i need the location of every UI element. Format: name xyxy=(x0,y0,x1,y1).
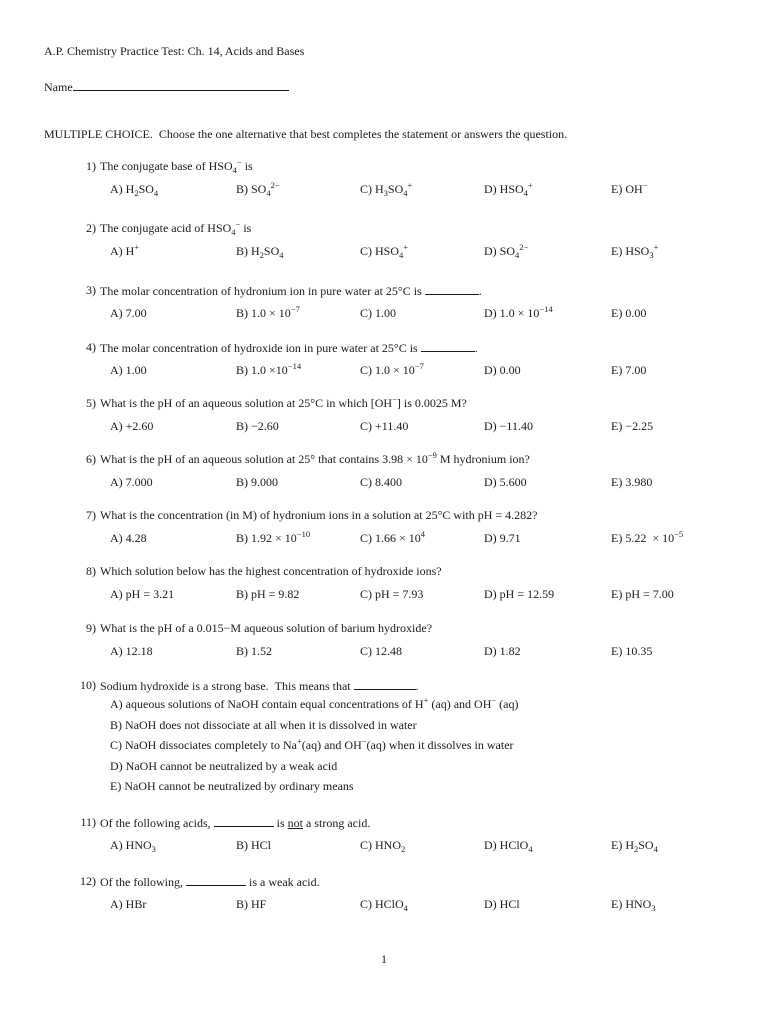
answer-choice-e[interactable]: E) NaOH cannot be neutralized by ordinary means xyxy=(110,779,354,793)
answer-choice-d[interactable]: D) $1.0 \times 10^{-14}$ xyxy=(484,304,553,320)
question-text: Which solution below has the highest concentration of hydroxide ions? xyxy=(100,564,442,578)
answer-choice-a[interactable]: A) +2.60 xyxy=(110,419,154,433)
instructions xyxy=(44,128,567,140)
answer-choice-e[interactable]: E) $HSO_3^+$ xyxy=(611,242,659,260)
answer-choice-d[interactable]: D) 1.82 xyxy=(484,644,521,658)
answer-choice-c[interactable]: C) 12.48 xyxy=(360,644,402,658)
name-line xyxy=(44,80,289,93)
answer-choice-d[interactable]: D) $SO_4^{2-}$ xyxy=(484,242,529,260)
question-number: 4) xyxy=(86,340,96,354)
question-number: 8) xyxy=(86,564,96,578)
question-number: 5) xyxy=(86,396,96,410)
instructions-text: Choose the one alternative that best completes the statement or answers the question. xyxy=(158,127,568,141)
answer-choice-a[interactable]: A) $HNO_3$ xyxy=(110,838,156,854)
answer-choice-c[interactable]: C) $HNO_2$ xyxy=(360,838,406,854)
answer-choice-c[interactable]: C) $H_3SO_4^+$ xyxy=(360,180,413,198)
question-number: 2) xyxy=(86,221,96,235)
answer-choice-e[interactable]: E) OH− xyxy=(611,180,648,196)
question-text: What is the pH of a 0.015−M aqueous solution of barium hydroxide? xyxy=(100,621,433,635)
question-number: 1) xyxy=(86,159,96,173)
answer-choice-b[interactable]: B) 1.52 xyxy=(236,644,272,658)
question-text: Of the following acids, is not a strong acid. xyxy=(100,816,371,830)
answer-choice-e[interactable]: E) 3.980 xyxy=(611,475,653,489)
answer-choice-c[interactable]: C) pH = 7.93 xyxy=(360,587,424,601)
answer-choice-e[interactable]: E) −2.25 xyxy=(611,419,654,433)
answer-choice-b[interactable]: B) −2.60 xyxy=(236,419,279,433)
answer-choice-e[interactable]: E) pH = 7.00 xyxy=(611,587,674,601)
page-number: 1 xyxy=(381,952,387,966)
question-number: 11) xyxy=(80,815,96,829)
answer-choice-d[interactable]: D) 9.71 xyxy=(484,531,521,545)
answer-choice-e[interactable]: E) 7.00 xyxy=(611,363,647,377)
answer-choice-c[interactable]: C) $1.0 \times 10^{-7}$ xyxy=(360,361,424,377)
answer-choice-c[interactable]: C) $HSO_4^+$ xyxy=(360,242,409,260)
answer-choice-e[interactable]: E) $5.22 \times 10^{-5}$ xyxy=(611,529,684,545)
instructions-heading: MULTIPLE CHOICE. xyxy=(44,127,153,141)
question-text: The conjugate acid of $HSO_4^-$ is xyxy=(100,219,252,237)
answer-choice-d[interactable]: D) 0.00 xyxy=(484,363,521,377)
answer-choice-c[interactable]: C) HClO$_4$ xyxy=(360,897,408,913)
question-text: What is the pH of an aqueous solution at 25°C in which [OH−] is 0.0025 M? xyxy=(100,394,467,410)
answer-choice-e[interactable]: E) $H_2SO_4$ xyxy=(611,838,658,854)
question-number: 7) xyxy=(86,508,96,522)
answer-choice-d[interactable]: D) NaOH cannot be neutralized by a weak acid xyxy=(110,758,338,773)
answer-choice-a[interactable]: A) 1.00 xyxy=(110,363,147,377)
question-text: The conjugate base of $HSO_4^-$ is xyxy=(100,157,253,175)
answer-choice-a[interactable]: A) pH = 3.21 xyxy=(110,587,175,601)
name-field[interactable] xyxy=(73,80,289,91)
answer-choice-a[interactable]: A) 7.000 xyxy=(110,475,153,489)
answer-choice-b[interactable]: B) NaOH does not dissociate at all when it is dissolved in water xyxy=(110,717,417,732)
answer-choice-e[interactable]: E) $HNO_3$ xyxy=(611,897,656,913)
question-number: 10) xyxy=(80,678,96,692)
answer-choice-d[interactable]: D) HClO$_4$ xyxy=(484,838,533,854)
answer-choice-a[interactable]: A) H+ xyxy=(110,242,140,258)
question-text: What is the concentration (in M) of hydronium ions in a solution at 25°C with pH = 4.282? xyxy=(100,508,538,522)
answer-choice-b[interactable]: B) $1.0 \times 10^{-14}$ xyxy=(236,361,302,377)
answer-choice-a[interactable]: A) 4.28 xyxy=(110,531,147,545)
page-title: A.P. Chemistry Practice Test: Ch. 14, Acids and Bases xyxy=(44,44,305,58)
answer-choice-c[interactable]: C) 1.00 xyxy=(360,306,396,320)
answer-choice-a[interactable]: A) 12.18 xyxy=(110,644,153,658)
answer-choice-a[interactable]: A) $H_2SO_4$ xyxy=(110,182,159,198)
answer-choice-a[interactable]: A) 7.00 xyxy=(110,306,147,320)
answer-choice-b[interactable]: B) HF xyxy=(236,897,267,911)
answer-choice-b[interactable]: B) $SO_4^{2-}$ xyxy=(236,180,280,198)
answer-choice-d[interactable]: D) HCl xyxy=(484,897,520,911)
answer-choice-b[interactable]: B) $1.0 \times 10^{-7}$ xyxy=(236,304,300,320)
question-number: 3) xyxy=(86,283,96,297)
answer-choice-b[interactable]: B) pH = 9.82 xyxy=(236,587,300,601)
answer-choice-c[interactable]: C) +11.40 xyxy=(360,419,409,433)
answer-choice-d[interactable]: D) $HSO_4^+$ xyxy=(484,180,533,198)
question-number: 9) xyxy=(86,621,96,635)
answer-choice-a[interactable]: A) HBr xyxy=(110,897,147,911)
answer-choice-d[interactable]: D) 5.600 xyxy=(484,475,527,489)
question-number: 6) xyxy=(86,452,96,466)
answer-choice-c[interactable]: C) NaOH dissociates completely to Na+(aq) and OH−(aq) when it dissolves in water xyxy=(110,736,514,752)
question-text: What is the pH of an aqueous solution at 25° that contains $3.98 \times 10^{-9}$ M hydronium ion? xyxy=(100,450,530,466)
answer-choice-e[interactable]: E) 10.35 xyxy=(611,644,653,658)
name-label: Name xyxy=(44,80,73,94)
question-text: The molar concentration of hydroxide ion in pure water at 25°C is . xyxy=(100,341,478,355)
answer-choice-b[interactable]: B) 9.000 xyxy=(236,475,278,489)
answer-choice-b[interactable]: B) HCl xyxy=(236,838,272,852)
answer-choice-c[interactable]: C) $1.66 \times 10^4$ xyxy=(360,529,426,545)
question-number: 12) xyxy=(80,874,96,888)
answer-choice-b[interactable]: B) $1.92 \times 10^{-10}$ xyxy=(236,529,311,545)
answer-choice-c[interactable]: C) 8.400 xyxy=(360,475,402,489)
answer-choice-b[interactable]: B) $H_2SO_4$ xyxy=(236,244,284,260)
question-text: The molar concentration of hydronium ion in pure water at 25°C is . xyxy=(100,284,482,298)
answer-choice-e[interactable]: E) 0.00 xyxy=(611,306,647,320)
answer-choice-a[interactable]: A) aqueous solutions of NaOH contain equal concentrations of H+ (aq) and OH− (aq) xyxy=(110,695,519,711)
answer-choice-d[interactable]: D) −11.40 xyxy=(484,419,533,433)
question-text: Sodium hydroxide is a strong base. This means that . xyxy=(100,679,419,693)
question-text: Of the following, is a weak acid. xyxy=(100,875,320,889)
answer-choice-d[interactable]: D) pH = 12.59 xyxy=(484,587,555,601)
